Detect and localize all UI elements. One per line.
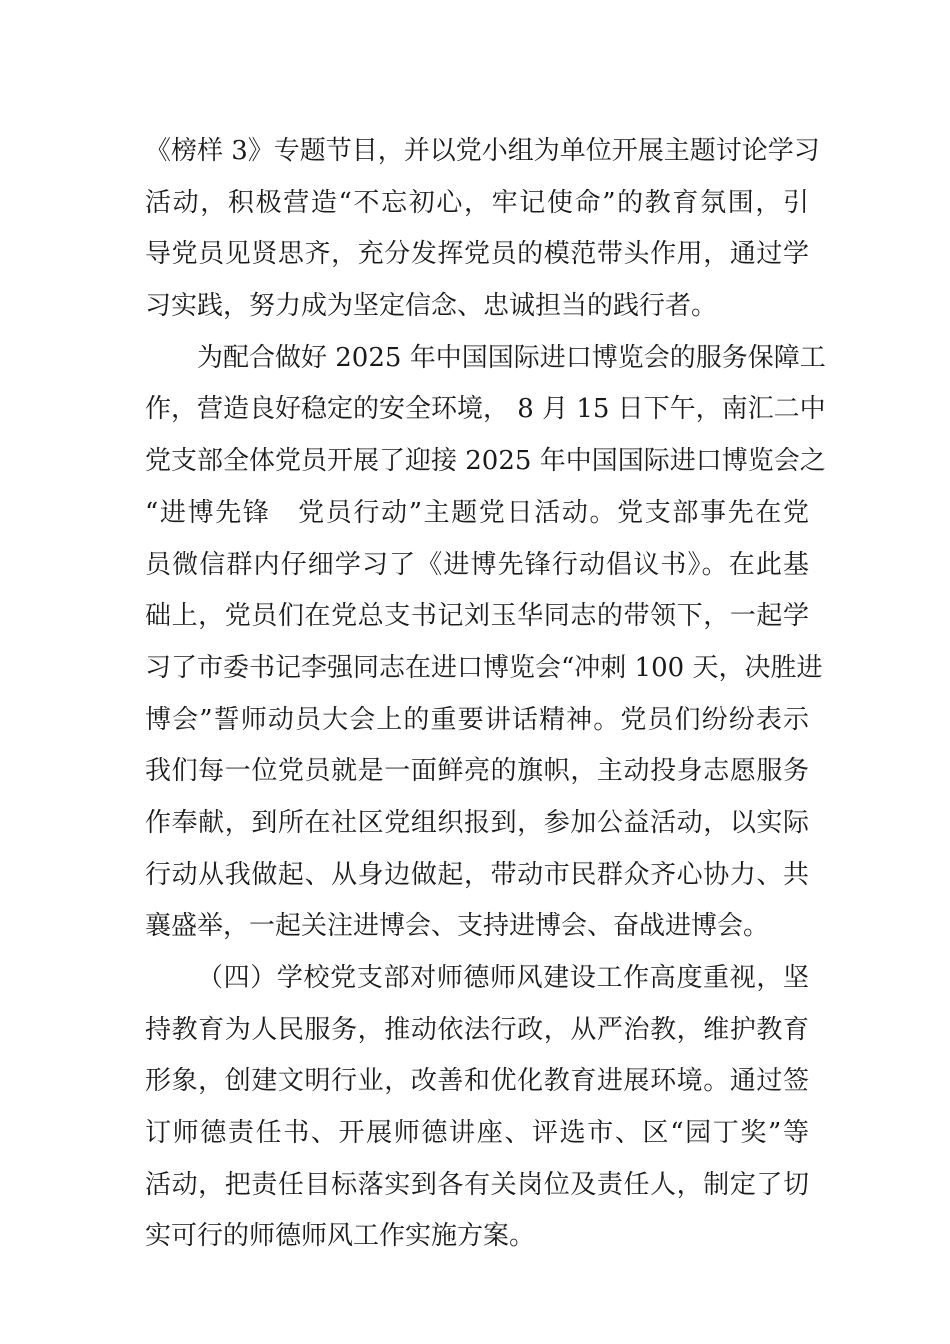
text-line: 作，营造良好稳定的安全环境， 8 月 15 日下午，南汇二中 xyxy=(145,394,826,425)
text-line: 员微信群内仔细学习了《进博先锋行动倡议书》。在此基 xyxy=(145,549,809,580)
paragraph-3 xyxy=(145,953,809,1263)
text-line: 导党员见贤思齐，充分发挥党员的模范带头作用，通过学 xyxy=(145,239,809,270)
text-line: “进博先锋 党员行动”主题党日活动。党支部事先在党 xyxy=(145,497,809,528)
text-line: 行动从我做起、从身边做起，带动市民群众齐心协力、共 xyxy=(145,859,809,890)
text-line: 党支部全体党员开展了迎接 2025 年中国国际进口博览会之 xyxy=(145,446,826,477)
text-line: （四）学校党支部对师德师风建设工作高度重视，坚 xyxy=(197,963,809,993)
paragraph-1 xyxy=(145,126,820,333)
text-line: 形象，创建文明行业，改善和优化教育进展环境。通过签 xyxy=(145,1066,809,1097)
text-line: 博会”誓师动员大会上的重要讲话精神。党员们纷纷表示 xyxy=(145,704,809,735)
text-line: 习实践，努力成为坚定信念、忠诚担当的践行者。 xyxy=(145,291,718,322)
text-line: 我们每一位党员就是一面鲜亮的旗帜，主动投身志愿服务 xyxy=(145,756,809,787)
paragraph-2 xyxy=(145,333,826,953)
text-line: 订师德责任书、开展师德讲座、评选市、区“园丁奖”等 xyxy=(145,1118,809,1149)
text-line: 持教育为人民服务，推动依法行政，从严治教，维护教育 xyxy=(145,1014,809,1045)
text-line: 《榜样 3》专题节目，并以党小组为单位开展主题讨论学习 xyxy=(145,136,820,166)
text-line: 实可行的师德师风工作实施方案。 xyxy=(145,1221,536,1252)
document-body xyxy=(145,126,826,1263)
text-line: 作奉献，到所在社区党组织报到，参加公益活动，以实际 xyxy=(145,807,809,838)
text-line: 为配合做好 2025 年中国国际进口博览会的服务保障工 xyxy=(197,342,826,373)
text-line: 习了市委书记李强同志在进口博览会“冲刺 100 天，决胜进 xyxy=(145,652,823,683)
text-line: 活动，把责任目标落实到各有关岗位及责任人，制定了切 xyxy=(145,1169,809,1200)
text-line: 活动，积极营造“不忘初心，牢记使命”的教育氛围，引 xyxy=(145,187,809,218)
text-line: 础上，党员们在党总支书记刘玉华同志的带领下，一起学 xyxy=(145,601,809,632)
text-line: 襄盛举，一起关注进博会、支持进博会、奋战进博会。 xyxy=(145,911,770,942)
